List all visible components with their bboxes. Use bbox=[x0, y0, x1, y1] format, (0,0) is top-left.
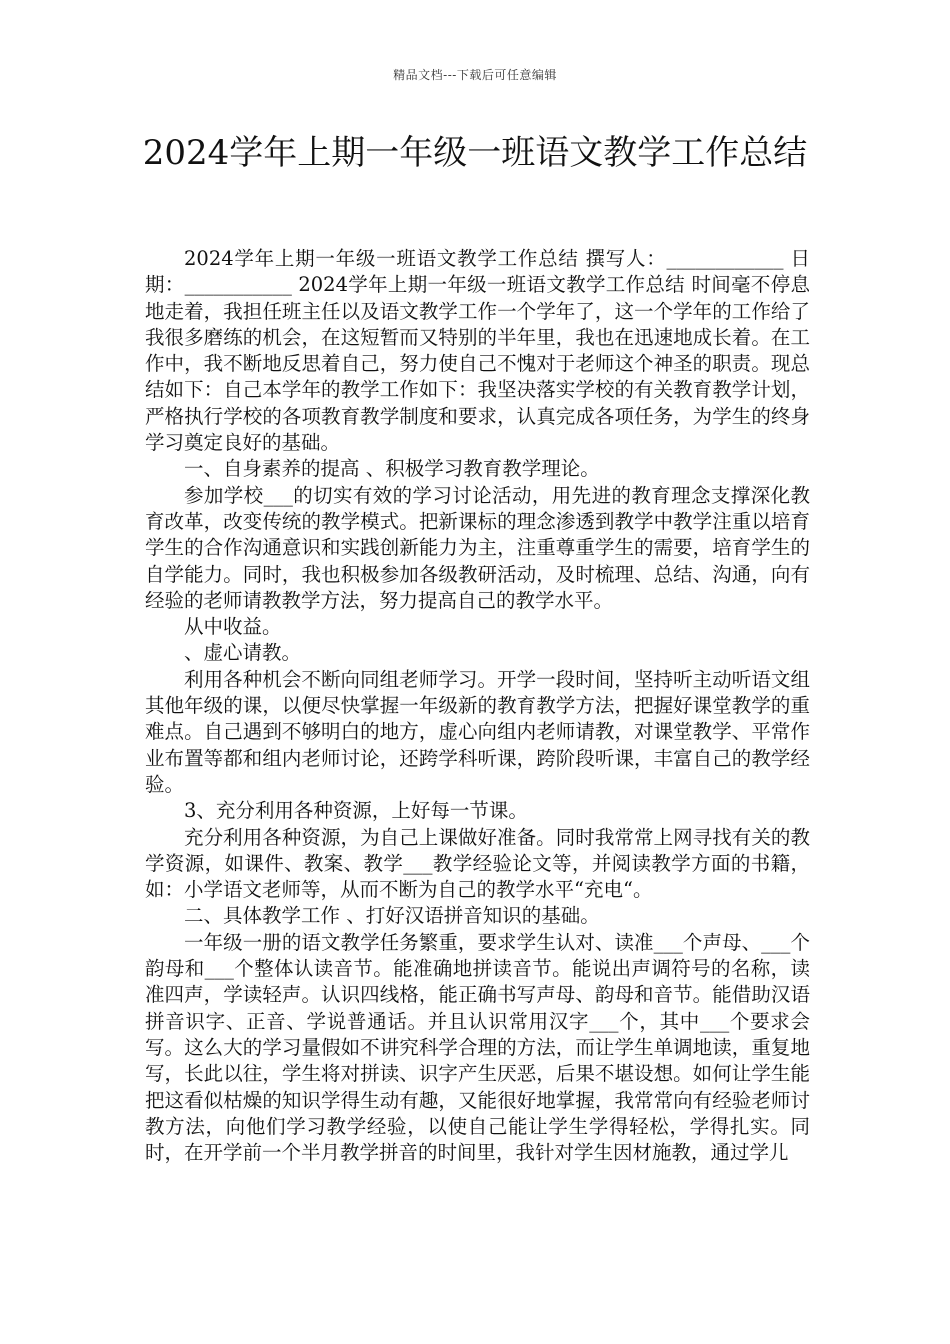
document-body bbox=[145, 246, 810, 1166]
heading-use-resources: 3、充分利用各种资源，上好每一节课。 bbox=[184, 799, 528, 823]
heading-ask-humbly: 、虚心请教。 bbox=[184, 641, 302, 665]
paragraph-intro: 2024学年上期一年级一班语文教学工作总结 撰写人：____________ 日 期：___________ 2024学年上期一年级一班语文教学工作总结 时间毫不停息地走着，我担任班主任以及语文教学工作一个学年了，这一个学年的工作给了我很多磨练的机会，在这短暂而又特别的半年里，我也在迅速地成长着。在工作中，我不断地反思着自己，努力使自己不愧对于老师这个神圣的职责。现总结如下：自己本学年的教学工作如下：我坚决落实学校的有关教育教学计划，严格执行学校的各项教育教学制度和要求，认真完成各项任务，为学生的终身学习奠定良好的基础。 bbox=[145, 247, 810, 455]
document-title: 2024学年上期一年级一班语文教学工作总结 bbox=[142, 133, 808, 173]
paragraph-learn-from-peers: 利用各种机会不断向同组老师学习。开学一段时间，坚持听主动听语文组其他年级的课，以便尽快掌握一年级新的教育教学方法，把握好课堂教学的重难点。自己遇到不够明白的地方，虚心向组内老师请教，对课堂教学、平常作业布置等都和组内老师讨论，还跨学科听课，跨阶段听课，丰富自己的教学经验。 bbox=[145, 667, 810, 796]
heading-self-improvement: 一、自身素养的提高 、积极学习教育教学理论。 bbox=[184, 457, 600, 481]
paragraph-study-activities: 参加学校___的切实有效的学习讨论活动，用先进的教育理念支撑深化教育改革，改变传统的教学模式。把新课标的理念渗透到教学中教学注重以培育学生的合作沟通意识和实践创新能力为主，注重尊重学生的需要，培育学生的自学能力。同时，我也积极参加各级教研活动，及时梳理、总结、沟通，向有经验的老师请教教学方法，努力提高自己的教学水平。 bbox=[145, 483, 810, 612]
paragraph-pinyin-teaching: 一年级一册的语文教学任务繁重，要求学生认对、读准___个声母、___个韵母和___个整体认读音节。能准确地拼读音节。能说出声调符号的名称，读准四声，学读轻声。认识四线格，能正确书写声母、韵母和音节。能借助汉语拼音识字、正音、学说普通话。并且认识常用汉字___个，其中___个要求会写。这么大的学习量假如不讲究科学合理的方法，而让学生单调地读，重复地写，长此以往，学生将对拼读、识字产生厌恶，后果不堪设想。如何让学生能把这看似枯燥的知识学得生动有趣，又能很好地掌握，我常常向有经验老师讨教方法，向他们学习教学经验，以使自己能让学生学得轻松，学得扎实。同时，在开学前一个半月教学拼音的时间里，我针对学生因材施教，通过学儿 bbox=[145, 930, 810, 1165]
heading-concrete-teaching: 二、具体教学工作 、打好汉语拼音知识的基础。 bbox=[184, 904, 600, 928]
paragraph-benefit: 从中收益。 bbox=[184, 615, 282, 639]
header-note: 精品文档---下载后可任意编辑 bbox=[393, 68, 557, 82]
paragraph-resources: 充分利用各种资源，为自己上课做好准备。同时我常常上网寻找有关的教学资源，如课件、教案、教学___教学经验论文等，并阅读教学方面的书籍，如：小学语文老师等，从而不断为自己的教学水平“充电“。 bbox=[145, 825, 810, 902]
